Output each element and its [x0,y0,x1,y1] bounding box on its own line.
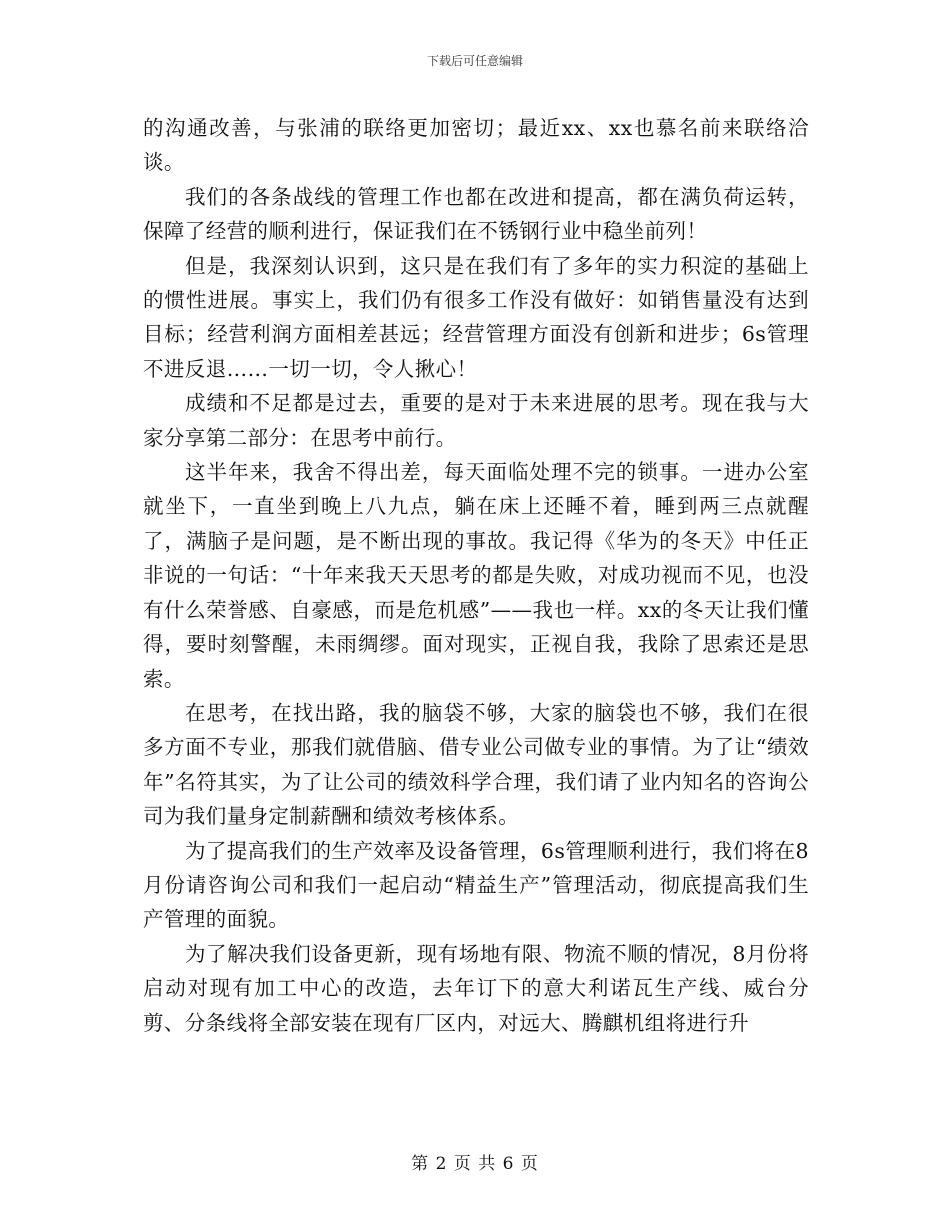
paragraph-4: 成绩和不足都是过去，重要的是对于未来进展的思考。现在我与大家分享第二部分：在思考中前行。 [143,391,809,450]
paragraph-6: 在思考，在找出路，我的脑袋不够，大家的脑袋也不够，我们在很多方面不专业，那我们就借脑、借专业公司做专业的事情。为了让“绩效年”名符其实，为了让公司的绩效科学合理，我们请了业内知名的咨询公司为我们量身定制薪酬和绩效考核体系。 [143,700,809,829]
paragraph-1: 的沟通改善，与张浦的联络更加密切；最近xx、xx也慕名前来联络洽谈。 [143,116,809,175]
paragraph-3: 但是，我深刻认识到，这只是在我们有了多年的实力积淀的基础上的惯性进展。事实上，我们仍有很多工作没有做好：如销售量没有达到目标；经营利润方面相差甚远；经营管理方面没有创新和进步；6s管理不进反退……一切一切，令人揪心！ [143,253,809,381]
paragraph-2: 我们的各条战线的管理工作也都在改进和提高，都在满负荷运转，保障了经营的顺利进行，保证我们在不锈钢行业中稳坐前列！ [143,184,809,244]
document-body [143,111,809,1040]
page-number-footer: 第 2 页 共 6 页 [411,1154,539,1174]
paragraph-5: 这半年来，我舍不得出差，每天面临处理不完的锁事。一进办公室就坐下，一直坐到晚上八九点，躺在床上还睡不着，睡到两三点就醒了，满脑子是问题，是不断出现的事故。我记得《华为的冬天》中任正非说的一句话：“十年来我天天思考的都是失败，对成功视而不见，也没有什么荣誉感、自豪感，而是危机感”——我也一样。xx的冬天让我们懂得，要时刻警醒，未雨绸缪。面对现实，正视自我，我除了思索还是思索。 [143,460,809,691]
paragraph-7: 为了提高我们的生产效率及设备管理，6s管理顺利进行，我们将在8月份请咨询公司和我们一起启动“精益生产”管理活动，彻底提高我们生产管理的面貌。 [143,838,809,932]
paragraph-8: 为了解决我们设备更新，现有场地有限、物流不顺的情况，8月份将启动对现有加工中心的改造，去年订下的意大利诺瓦生产线、威台分剪、分条线将全部安装在现有厂区内，对远大、腾麒机组将进行升 [143,941,809,1035]
page-header: 下载后可任意编辑 [426,54,523,68]
